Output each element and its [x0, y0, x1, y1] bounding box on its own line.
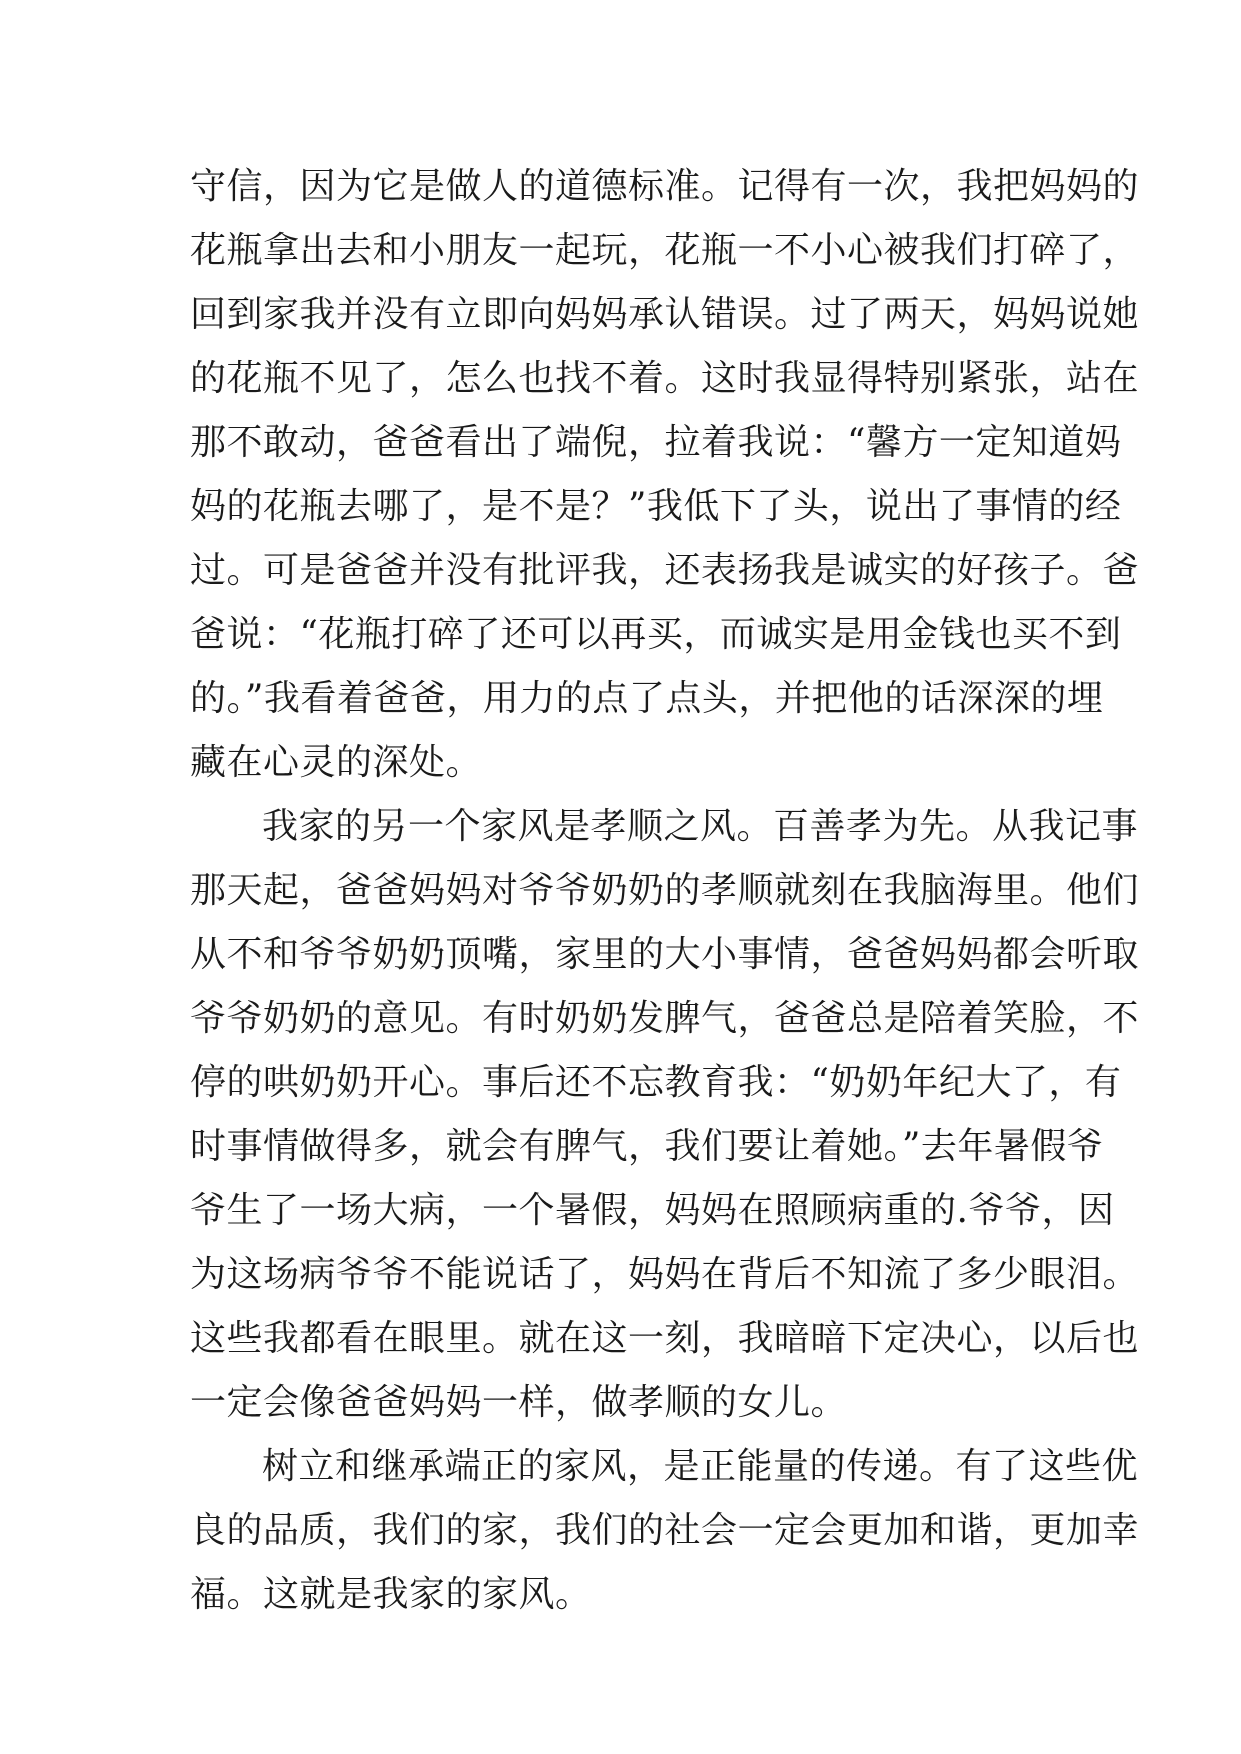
text-line: 的花瓶不见了，怎么也找不着。这时我显得特别紧张，站在 — [190, 358, 1140, 399]
text-line: 爷爷奶奶的意见。有时奶奶发脾气，爸爸总是陪着笑脸，不 — [190, 998, 1140, 1039]
text-line: 花瓶拿出去和小朋友一起玩，花瓶一不小心被我们打碎了， — [190, 230, 1140, 271]
text-line: 那不敢动，爸爸看出了端倪，拉着我说：“馨方一定知道妈 — [190, 422, 1122, 463]
text-line: 这些我都看在眼里。就在这一刻，我暗暗下定决心，以后也 — [190, 1318, 1140, 1359]
text-line: 一定会像爸爸妈妈一样，做孝顺的女儿。 — [190, 1382, 848, 1423]
text-line: 的。”我看着爸爸，用力的点了点头，并把他的话深深的埋 — [190, 678, 1104, 719]
text-line: 为这场病爷爷不能说话了，妈妈在背后不知流了多少眼泪。 — [190, 1254, 1140, 1295]
text-line: 守信，因为它是做人的道德标准。记得有一次，我把妈妈的 — [190, 166, 1140, 207]
text-line: 那天起，爸爸妈妈对爷爷奶奶的孝顺就刻在我脑海里。他们 — [190, 870, 1140, 911]
paragraph-first-line: 我家的另一个家风是孝顺之风。百善孝为先。从我记事 — [262, 806, 1139, 847]
text-line: 妈的花瓶去哪了，是不是？”我低下了头，说出了事情的经 — [190, 486, 1122, 527]
text-line: 停的哄奶奶开心。事后还不忘教育我：“奶奶年纪大了，有 — [190, 1062, 1122, 1103]
text-line: 爷生了一场大病，一个暑假，妈妈在照顾病重的.爷爷，因 — [190, 1190, 1115, 1231]
text-line: 过。可是爸爸并没有批评我，还表扬我是诚实的好孩子。爸 — [190, 550, 1140, 591]
text-line: 爸说：“花瓶打碎了还可以再买，而诚实是用金钱也买不到 — [190, 614, 1122, 655]
text-line: 回到家我并没有立即向妈妈承认错误。过了两天，妈妈说她 — [190, 294, 1140, 335]
text-line: 时事情做得多，就会有脾气，我们要让着她。”去年暑假爷 — [190, 1126, 1104, 1167]
text-line: 良的品质，我们的家，我们的社会一定会更加和谐，更加幸 — [190, 1510, 1140, 1551]
text-line: 从不和爷爷奶奶顶嘴，家里的大小事情，爸爸妈妈都会听取 — [190, 934, 1140, 975]
text-line: 藏在心灵的深处。 — [190, 742, 483, 783]
paragraph-first-line: 树立和继承端正的家风，是正能量的传递。有了这些优 — [262, 1446, 1139, 1487]
document-body — [190, 155, 1140, 1627]
text-line: 福。这就是我家的家风。 — [190, 1574, 592, 1615]
